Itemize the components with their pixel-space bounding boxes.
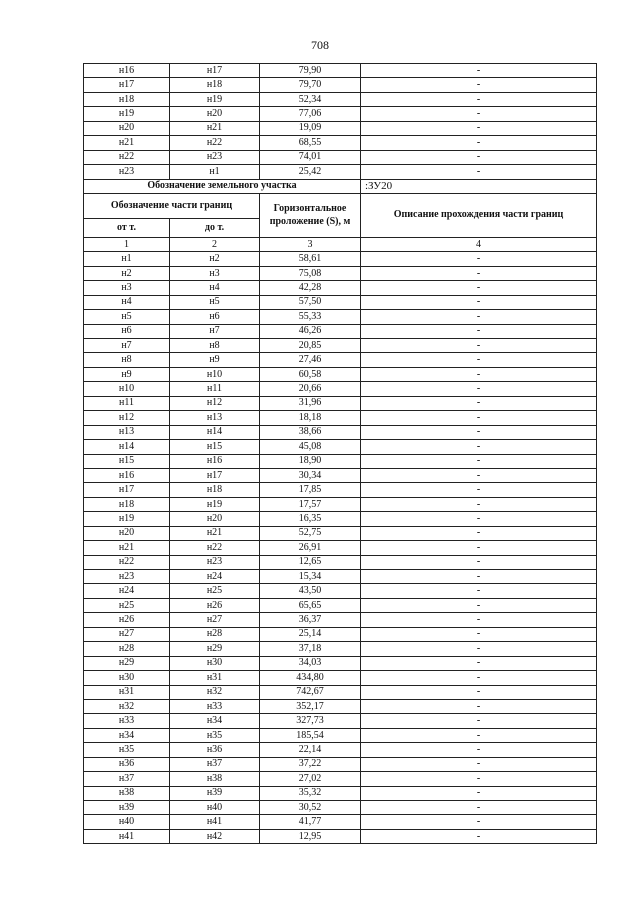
from-point: н5 [84,310,170,324]
from-point: н39 [84,801,170,815]
distance-value: 20,66 [260,382,361,396]
description-value: - [361,526,597,540]
description-value: - [361,555,597,569]
description-value: - [361,699,597,713]
distance-value: 52,34 [260,92,361,106]
table-row [84,353,597,367]
distance-value: 25,14 [260,627,361,641]
to-point: н31 [170,671,260,685]
distance-value: 75,08 [260,266,361,280]
table-row [84,150,597,164]
table-row [84,541,597,555]
distance-value: 36,37 [260,613,361,627]
table-row [84,64,597,78]
description-value: - [361,324,597,338]
distance-value: 38,66 [260,425,361,439]
distance-value: 37,18 [260,642,361,656]
section-value: :ЗУ20 [361,179,597,193]
header-from: от т. [84,218,170,237]
table-row [84,324,597,338]
distance-value: 46,26 [260,324,361,338]
distance-value: 22,14 [260,743,361,757]
table-row [84,815,597,829]
description-value: - [361,815,597,829]
distance-value: 31,96 [260,396,361,410]
to-point: н19 [170,497,260,511]
from-point: н15 [84,454,170,468]
to-point: н3 [170,266,260,280]
table-row [84,801,597,815]
to-point: н34 [170,714,260,728]
description-value: - [361,339,597,353]
to-point: н2 [170,252,260,266]
page-number: 708 [311,38,329,52]
boundary-table [83,63,597,844]
to-point: н15 [170,440,260,454]
distance-value: 79,70 [260,78,361,92]
description-value: - [361,165,597,179]
distance-value: 19,09 [260,121,361,135]
description-value: - [361,121,597,135]
distance-value: 434,80 [260,671,361,685]
to-point: н4 [170,281,260,295]
column-number-2: 2 [170,237,260,251]
table-row [84,121,597,135]
from-point: н35 [84,743,170,757]
section-label: Обозначение земельного участка [84,179,361,193]
to-point: н12 [170,396,260,410]
to-point: н8 [170,339,260,353]
table-row [84,136,597,150]
distance-value: 17,57 [260,497,361,511]
column-number-3: 3 [260,237,361,251]
section-row [84,179,597,193]
to-point: н36 [170,743,260,757]
description-value: - [361,483,597,497]
distance-value: 30,34 [260,468,361,482]
table-row [84,107,597,121]
table-row [84,598,597,612]
from-point: н27 [84,627,170,641]
table-row [84,743,597,757]
from-point: н13 [84,425,170,439]
description-value: - [361,772,597,786]
from-point: н10 [84,382,170,396]
description-value: - [361,743,597,757]
distance-value: 12,65 [260,555,361,569]
from-point: н3 [84,281,170,295]
description-value: - [361,382,597,396]
description-value: - [361,468,597,482]
to-point: н29 [170,642,260,656]
table-row [84,92,597,106]
from-point: н18 [84,497,170,511]
table-row [84,295,597,309]
to-point: н30 [170,656,260,670]
table-row [84,411,597,425]
distance-value: 57,50 [260,295,361,309]
column-number-1: 1 [84,237,170,251]
description-value: - [361,801,597,815]
description-value: - [361,150,597,164]
description-value: - [361,570,597,584]
to-point: н26 [170,598,260,612]
from-point: н30 [84,671,170,685]
to-point: н20 [170,512,260,526]
header-boundary-parts: Обозначение части границ [84,193,260,218]
description-value: - [361,425,597,439]
description-value: - [361,757,597,771]
table-row [84,165,597,179]
from-point: н28 [84,642,170,656]
from-point: н25 [84,598,170,612]
from-point: н16 [84,468,170,482]
description-value: - [361,642,597,656]
to-point: н18 [170,483,260,497]
from-point: н4 [84,295,170,309]
distance-value: 58,61 [260,252,361,266]
to-point: н22 [170,541,260,555]
distance-value: 43,50 [260,584,361,598]
top-rows [84,64,597,180]
column-numbers-row [84,237,597,251]
description-value: - [361,411,597,425]
from-point: н34 [84,728,170,742]
section-header [84,179,597,252]
to-point: н9 [170,353,260,367]
table-row [84,78,597,92]
to-point: н37 [170,757,260,771]
table-row [84,829,597,843]
to-point: н39 [170,786,260,800]
to-point: н13 [170,411,260,425]
from-point: н33 [84,714,170,728]
description-value: - [361,685,597,699]
description-value: - [361,353,597,367]
to-point: н24 [170,570,260,584]
table-row [84,685,597,699]
distance-value: 79,90 [260,64,361,78]
main-rows [84,252,597,844]
to-point: н42 [170,829,260,843]
table-row [84,786,597,800]
distance-value: 18,90 [260,454,361,468]
description-value: - [361,78,597,92]
distance-value: 42,28 [260,281,361,295]
description-value: - [361,728,597,742]
to-point: н16 [170,454,260,468]
from-point: н23 [84,165,170,179]
table-row [84,699,597,713]
distance-value: 26,91 [260,541,361,555]
from-point: н19 [84,512,170,526]
table-row [84,310,597,324]
from-point: н11 [84,396,170,410]
table-row [84,627,597,641]
from-point: н24 [84,584,170,598]
to-point: н22 [170,136,260,150]
from-point: н9 [84,367,170,381]
description-value: - [361,656,597,670]
description-value: - [361,627,597,641]
distance-value: 52,75 [260,526,361,540]
from-point: н23 [84,570,170,584]
description-value: - [361,671,597,685]
distance-value: 18,18 [260,411,361,425]
description-value: - [361,252,597,266]
table-row [84,584,597,598]
description-value: - [361,454,597,468]
distance-value: 12,95 [260,829,361,843]
to-point: н14 [170,425,260,439]
from-point: н6 [84,324,170,338]
to-point: н27 [170,613,260,627]
to-point: н11 [170,382,260,396]
from-point: н22 [84,555,170,569]
table-row [84,757,597,771]
description-value: - [361,367,597,381]
to-point: н1 [170,165,260,179]
from-point: н21 [84,541,170,555]
distance-value: 37,22 [260,757,361,771]
from-point: н29 [84,656,170,670]
table-row [84,512,597,526]
description-value: - [361,598,597,612]
from-point: н17 [84,78,170,92]
distance-value: 352,17 [260,699,361,713]
distance-value: 45,08 [260,440,361,454]
distance-value: 327,73 [260,714,361,728]
to-point: н10 [170,367,260,381]
table-row [84,454,597,468]
to-point: н20 [170,107,260,121]
table-row [84,382,597,396]
table-row [84,642,597,656]
distance-value: 74,01 [260,150,361,164]
to-point: н41 [170,815,260,829]
header-distance: Горизонтальное проложение (S), м [260,193,361,237]
table-row [84,483,597,497]
table-row [84,555,597,569]
table-row [84,656,597,670]
distance-value: 27,02 [260,772,361,786]
distance-value: 17,85 [260,483,361,497]
from-point: н21 [84,136,170,150]
distance-value: 35,32 [260,786,361,800]
from-point: н12 [84,411,170,425]
table-row [84,671,597,685]
table-row [84,281,597,295]
description-value: - [361,266,597,280]
to-point: н7 [170,324,260,338]
to-point: н21 [170,526,260,540]
description-value: - [361,107,597,121]
table-row [84,772,597,786]
from-point: н7 [84,339,170,353]
description-value: - [361,310,597,324]
from-point: н19 [84,107,170,121]
from-point: н8 [84,353,170,367]
column-number-4: 4 [361,237,597,251]
table-row [84,367,597,381]
description-value: - [361,64,597,78]
from-point: н36 [84,757,170,771]
distance-value: 20,85 [260,339,361,353]
to-point: н19 [170,92,260,106]
table-row [84,440,597,454]
distance-value: 65,65 [260,598,361,612]
to-point: н21 [170,121,260,135]
to-point: н35 [170,728,260,742]
table-row [84,728,597,742]
description-value: - [361,829,597,843]
from-point: н41 [84,829,170,843]
to-point: н40 [170,801,260,815]
description-value: - [361,584,597,598]
description-value: - [361,92,597,106]
table-row [84,714,597,728]
to-point: н33 [170,699,260,713]
header-row-1 [84,193,597,218]
table-row [84,526,597,540]
from-point: н22 [84,150,170,164]
to-point: н23 [170,150,260,164]
table-row [84,252,597,266]
table-row [84,396,597,410]
description-value: - [361,786,597,800]
from-point: н1 [84,252,170,266]
table-row [84,613,597,627]
to-point: н28 [170,627,260,641]
from-point: н20 [84,121,170,135]
distance-value: 68,55 [260,136,361,150]
to-point: н32 [170,685,260,699]
table-row [84,468,597,482]
distance-value: 16,35 [260,512,361,526]
description-value: - [361,136,597,150]
from-point: н40 [84,815,170,829]
header-description: Описание прохождения части границ [361,193,597,237]
description-value: - [361,295,597,309]
from-point: н37 [84,772,170,786]
table-row [84,425,597,439]
from-point: н18 [84,92,170,106]
header-to: до т. [170,218,260,237]
distance-value: 25,42 [260,165,361,179]
to-point: н25 [170,584,260,598]
description-value: - [361,440,597,454]
to-point: н23 [170,555,260,569]
to-point: н5 [170,295,260,309]
description-value: - [361,497,597,511]
from-point: н20 [84,526,170,540]
distance-value: 77,06 [260,107,361,121]
from-point: н17 [84,483,170,497]
description-value: - [361,541,597,555]
distance-value: 55,33 [260,310,361,324]
from-point: н38 [84,786,170,800]
distance-value: 185,54 [260,728,361,742]
distance-value: 742,67 [260,685,361,699]
distance-value: 27,46 [260,353,361,367]
to-point: н38 [170,772,260,786]
distance-value: 60,58 [260,367,361,381]
to-point: н17 [170,64,260,78]
distance-value: 34,03 [260,656,361,670]
description-value: - [361,281,597,295]
distance-value: 15,34 [260,570,361,584]
from-point: н14 [84,440,170,454]
distance-value: 41,77 [260,815,361,829]
to-point: н17 [170,468,260,482]
to-point: н18 [170,78,260,92]
from-point: н16 [84,64,170,78]
table-row [84,339,597,353]
description-value: - [361,613,597,627]
table-row [84,266,597,280]
from-point: н31 [84,685,170,699]
table-row [84,497,597,511]
table-row [84,570,597,584]
description-value: - [361,396,597,410]
from-point: н2 [84,266,170,280]
from-point: н32 [84,699,170,713]
description-value: - [361,512,597,526]
distance-value: 30,52 [260,801,361,815]
to-point: н6 [170,310,260,324]
description-value: - [361,714,597,728]
from-point: н26 [84,613,170,627]
